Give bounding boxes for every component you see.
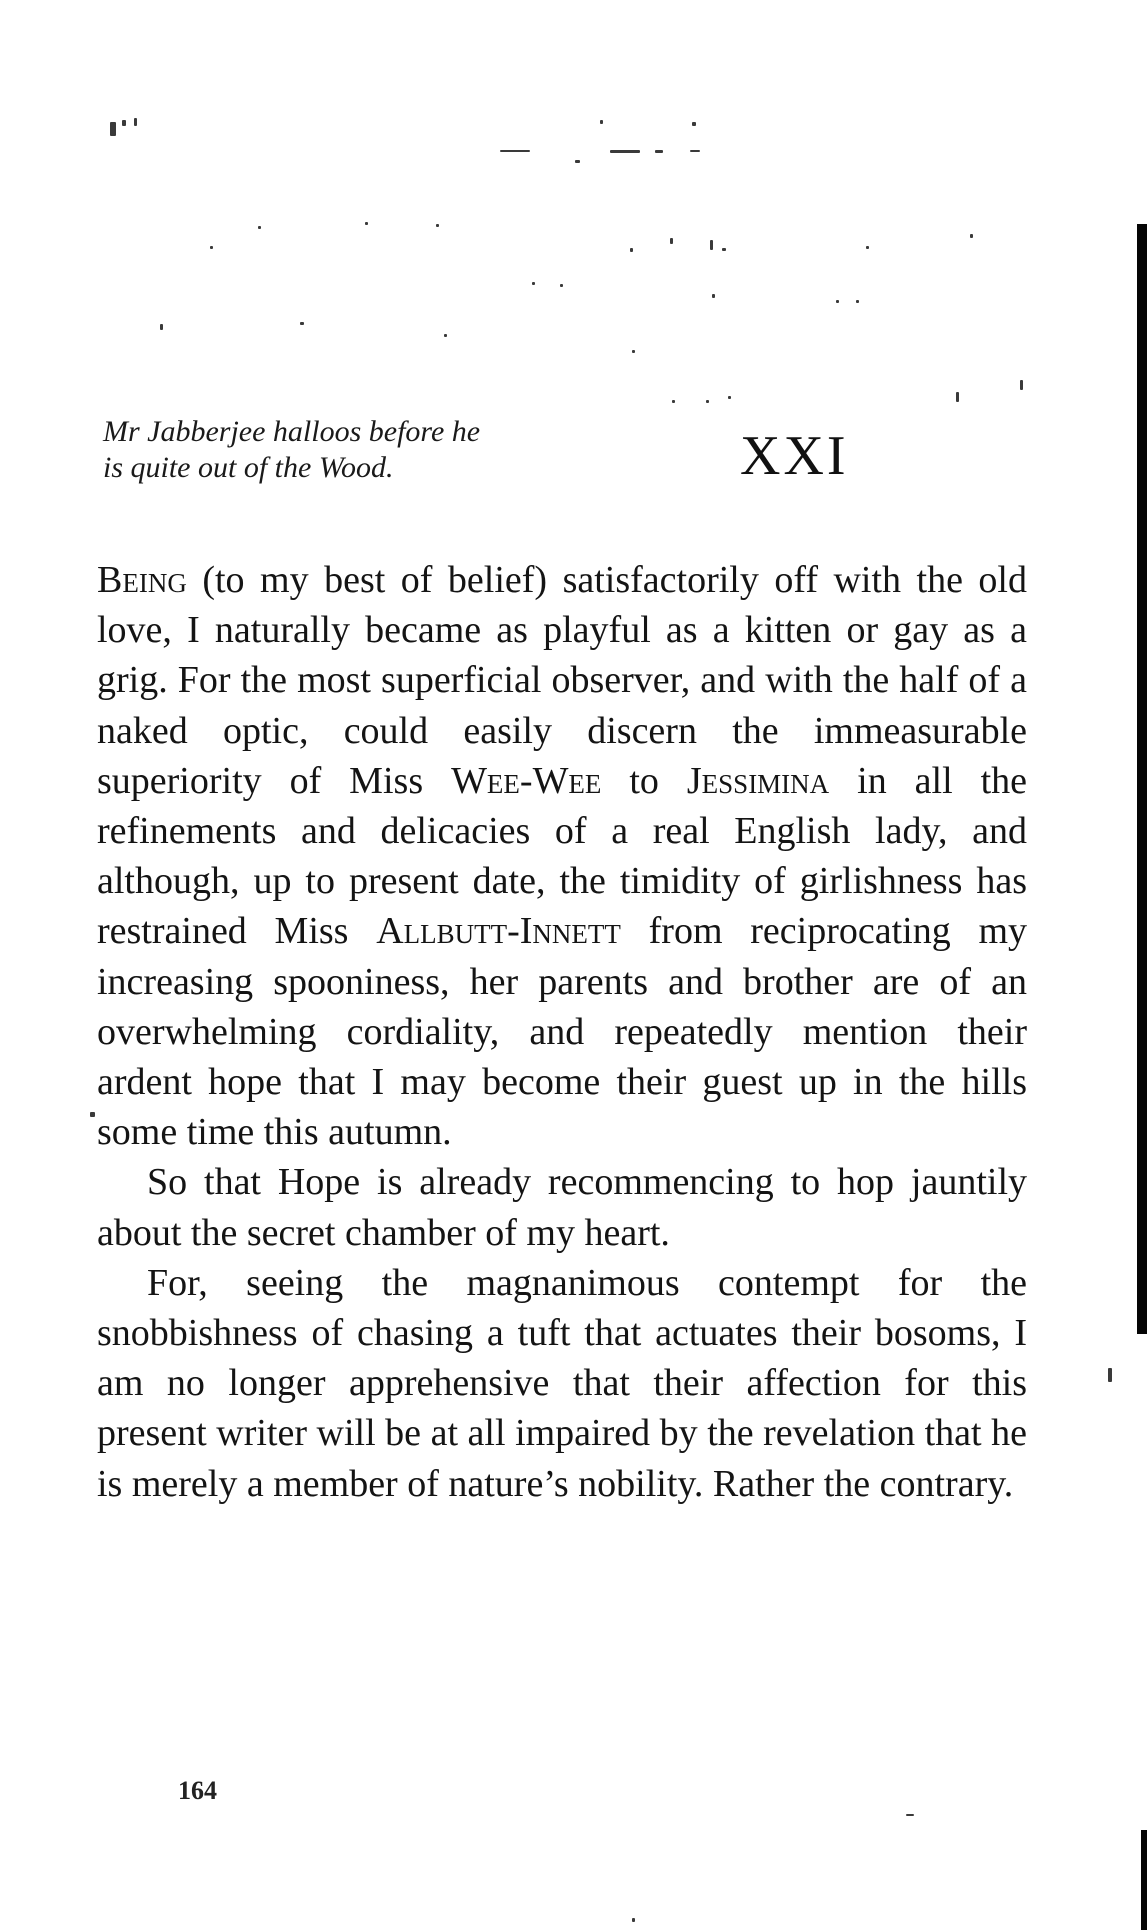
scan-speck xyxy=(258,226,261,229)
paragraph-lead-word: Being xyxy=(97,559,187,601)
scan-speck xyxy=(134,118,137,126)
paragraph-2: So that Hope is already recommencing to hop jauntily about the secret chamber of my heart. xyxy=(97,1161,1027,1254)
scan-speck xyxy=(672,400,675,403)
scan-speck xyxy=(110,122,116,136)
scan-speck xyxy=(444,334,447,337)
scan-speck xyxy=(970,234,973,238)
paragraph-1 xyxy=(97,555,1027,1157)
paragraph-3: For, seeing the magnanimous contempt for the snobbishness of chasing a tuft that actuates their bosoms, I am no longer apprehensive that their affection for this present writer will be at all impaired by the revelation that he is merely a member of nature’s nobility. Rather the contrary. xyxy=(97,1261,1027,1505)
paragraph-text: (to my best of belief) satisfactorily off with the old love, I naturally became as playful as a kitten or gay as a grig. For the most superficial observer, and with the half of a naked optic, could easily discern the immeasurable superiority of Miss xyxy=(97,559,1027,802)
caption-line-2: is quite out of the Wood. xyxy=(103,451,394,484)
scan-speck xyxy=(600,120,603,124)
scan-speck xyxy=(712,294,715,298)
scan-speck xyxy=(956,392,959,402)
scan-speck xyxy=(690,150,700,152)
scan-speck xyxy=(706,400,709,403)
name-jessimina: Jessimina xyxy=(686,759,830,802)
scan-speck xyxy=(632,1918,635,1922)
body-text xyxy=(97,555,1027,1509)
scan-speck xyxy=(722,248,726,251)
name-wee-wee: Wee-Wee xyxy=(451,759,602,802)
scan-speck xyxy=(122,120,126,126)
scan-speck xyxy=(906,1814,914,1816)
scan-speck xyxy=(610,150,640,153)
scan-speck xyxy=(1020,380,1023,390)
scan-speck xyxy=(1108,1368,1112,1382)
scan-speck xyxy=(560,284,563,287)
scan-speck xyxy=(210,246,213,249)
scan-speck xyxy=(90,1112,95,1117)
scan-edge-shadow xyxy=(1137,224,1147,1334)
scan-speck xyxy=(692,122,696,126)
chapter-caption xyxy=(103,414,603,486)
scan-speck xyxy=(575,160,580,163)
scan-speck xyxy=(866,246,869,249)
scan-speck xyxy=(436,224,439,227)
scan-edge-shadow-bottom xyxy=(1141,1830,1147,1930)
scan-speck xyxy=(532,282,535,285)
paragraph-text: to xyxy=(601,759,687,802)
name-allbutt-innett: Allbutt-Innett xyxy=(376,910,621,953)
scan-speck xyxy=(300,322,304,325)
page-number: 164 xyxy=(178,1776,217,1805)
chapter-number: XXI xyxy=(740,425,849,487)
scan-speck xyxy=(365,222,368,225)
scan-speck xyxy=(160,324,163,330)
scan-speck xyxy=(630,248,633,252)
paragraph-text: from reciprocating my increasing spooniness, her parents and brother are of an overwhelming cordiality, and repeatedly mention their ardent hope that I may become their guest up in the hills some time this autumn. xyxy=(97,910,1027,1154)
scan-speck xyxy=(836,300,839,303)
scan-speck xyxy=(856,300,859,303)
scan-speck xyxy=(710,240,713,250)
scan-speck xyxy=(655,150,663,153)
caption-line-1: Mr Jabberjee halloos before he xyxy=(103,415,481,448)
scan-speck xyxy=(632,350,635,353)
scan-speck xyxy=(728,396,731,399)
scan-speck xyxy=(670,238,673,244)
scan-speck xyxy=(500,150,530,152)
paragraph-text: in all the refinements and delicacies of a real English lady, and although, up to present date, the timidity of girlishness has restrained Miss xyxy=(97,759,1027,953)
